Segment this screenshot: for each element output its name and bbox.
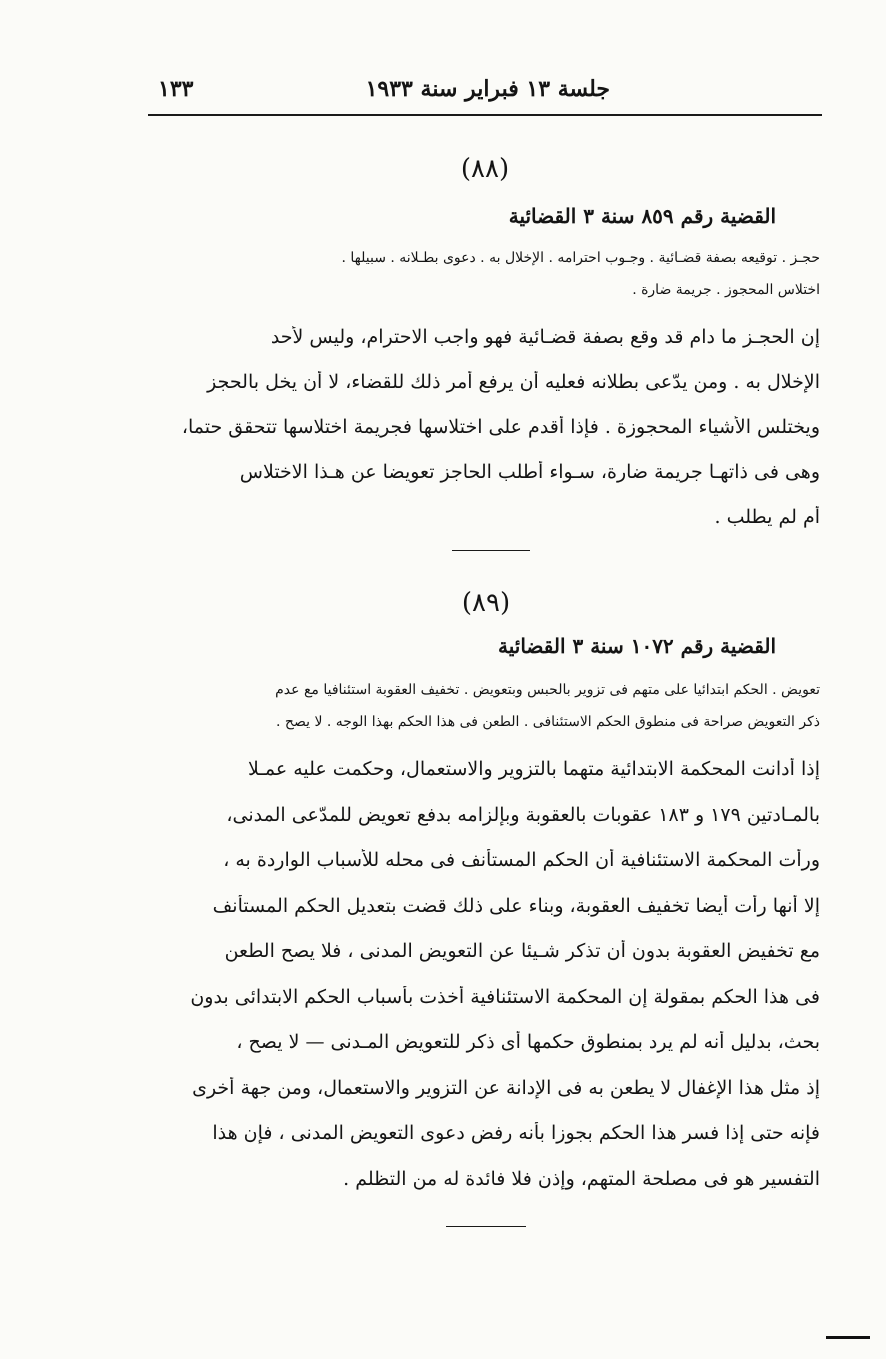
body-line: ويختلس الأشياء المحجوزة . فإذا أقدم على اختلاسها فجريمة اختلاسها تتحقق حتما، [181,416,820,438]
page-number: ١٣٣ [158,76,194,102]
running-header [148,72,820,110]
body-line: ورأت المحكمة الاستئنافية أن الحكم المستأنف فى محله للأسباب الواردة به ، [223,849,820,871]
scan-edge-mark [826,1336,870,1339]
body-line: فإنه حتى إذا فسر هذا الحكم بجوزا بأنه رفض دعوى التعويض المدنى ، فإن هذا [212,1122,820,1144]
header-title: جلسة ١٣ فبراير سنة ١٩٣٣ [365,76,610,102]
body-line: فى هذا الحكم بمقولة إن المحكمة الاستئنافية أخذت بأسباب الحكم الابتدائى بدون [190,985,820,1008]
body-line: وهى فى ذاتهـا جريمة ضارة، سـواء أطلب الحاجز تعويضا عن هـذا الاختلاس [239,461,820,483]
body-line: إلا أنها رأت أيضا تخفيف العقوبة، وبناء على ذلك قضت بتعديل الحكم المستأنف [212,894,820,917]
case-summary [130,242,820,306]
case-number: (٨٩) [461,588,511,618]
body-line: بحث، بدليل أنه لم يرد بمنطوق حكمها أى ذكر للتعويض المـدنى — لا يصح ، [236,1031,820,1053]
section-divider [446,1226,526,1227]
section-divider [452,550,530,551]
body-line: بالمـادتين ١٧٩ و ١٨٣ عقوبات بالعقوبة وبإلزامه بدفع تعويض للمدّعى المدنى، [226,803,820,826]
body-line: أم لم يطلب . [714,506,820,528]
case-number: (٨٨) [460,154,510,184]
header-rule [148,114,822,116]
body-line: التفسير هو فى مصلحة المتهم، وإذن فلا فائدة له من التظلم . [343,1167,820,1190]
body-line: إذا أدانت المحكمة الابتدائية متهما بالتزوير والاستعمال، وحكمت عليه عمـلا [247,758,820,780]
case-summary [130,674,820,738]
summary-line: اختلاس المحجوز . جريمة ضارة . [632,282,820,298]
case-body [155,326,820,551]
case-reference: القضية رقم ١٠٧٢ سنة ٣ القضائية [498,634,776,658]
summary-line: ذكر التعويض صراحة فى منطوق الحكم الاستئنافى . الطعن فى هذا الحكم بهذا الوجه . لا يصح . [276,714,820,730]
case-reference: القضية رقم ٨٥٩ سنة ٣ القضائية [508,204,776,228]
body-line: إن الحجـز ما دام قد وقع بصفة قضـائية فهو واجب الاحترام، وليس لأحد [270,326,820,348]
body-line: إذ مثل هذا الإغفال لا يطعن به فى الإدانة عن التزوير والاستعمال، ومن جهة أخرى [192,1076,820,1099]
case-body [155,758,820,1213]
body-line: الإخلال به . ومن يدّعى بطلانه فعليه أن يرفع أمر ذلك للقضاء، لا أن يخل بالحجز [207,371,820,393]
summary-line: حجـز . توقيعه بصفة قضـائية . وجـوب احترامه . الإخلال به . دعوى بطـلانه . سبيلها . [341,250,820,266]
body-line: مع تخفيض العقوبة بدون أن تذكر شـيئا عن التعويض المدنى ، فلا يصح الطعن [224,940,820,962]
summary-line: تعويض . الحكم ابتدائيا على متهم فى تزوير بالحبس وبتعويض . تخفيف العقوبة استئنافيا مع عدم [275,682,820,698]
